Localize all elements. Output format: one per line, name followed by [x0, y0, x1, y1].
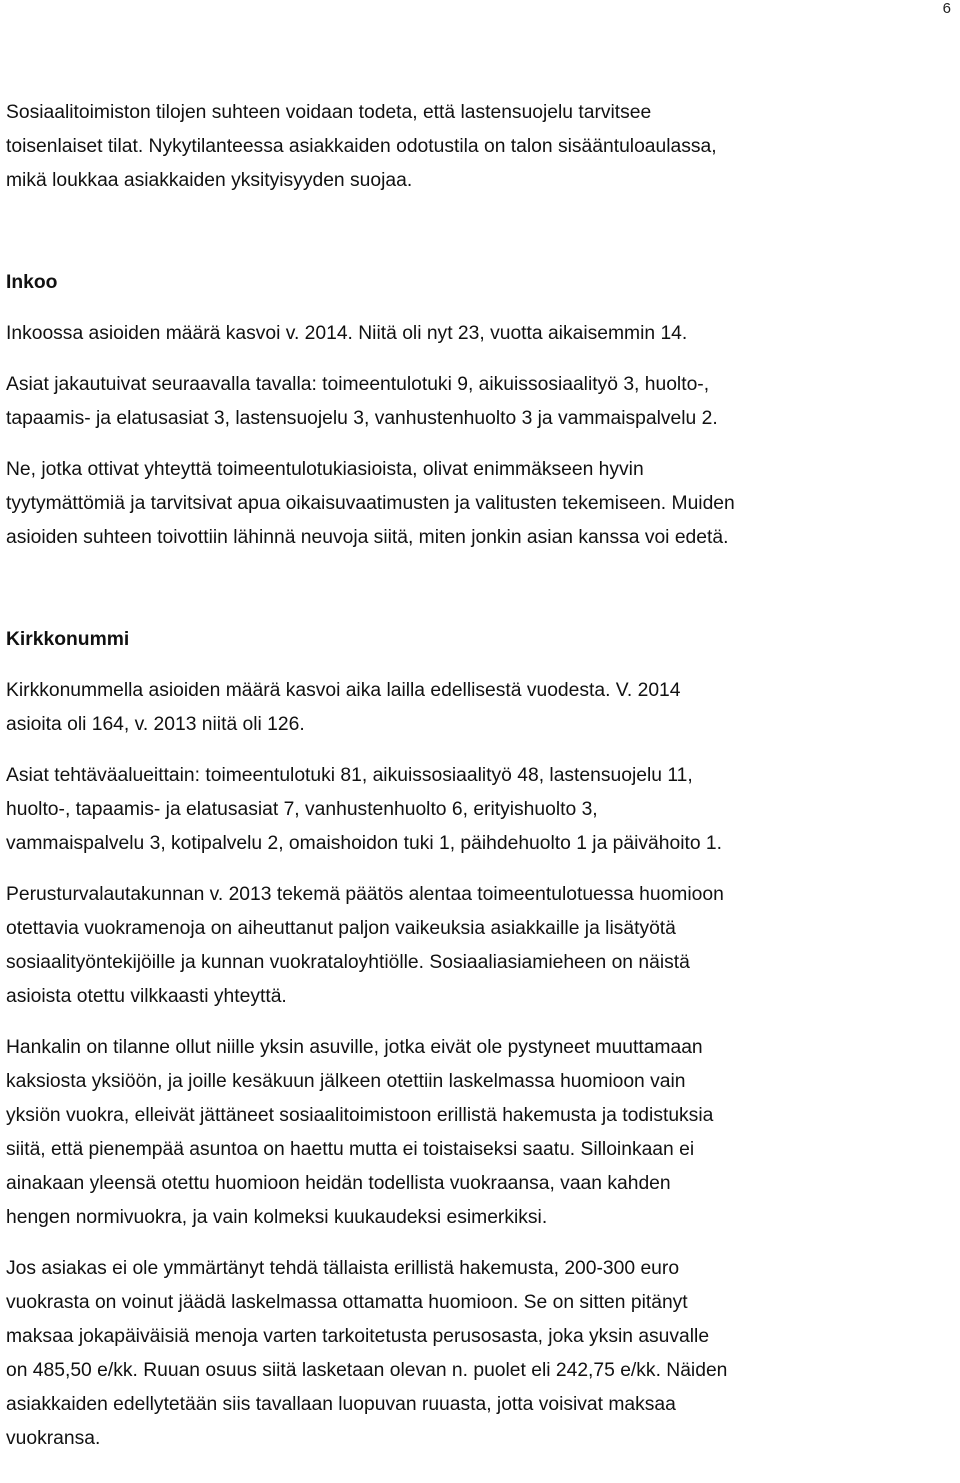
paragraph-kirkkonummi-breakdown: Asiat tehtäväalueittain: toimeentulotuki 81, aikuissosiaalityö 48, lastensuojelu 11, huolto-, tapaamis- ja elatusasiat 7, vanhustenhuolto 6, erityishuolto 3, vammaispalvelu 3, kotipalvelu 2, omaishoidon tuki 1, päihdehuolto 1 ja päivähoito 1.: [6, 765, 722, 854]
spacer: [6, 657, 951, 674]
paragraph-kirkkonummi-count: Kirkkonummella asioiden määrä kasvoi aika lailla edellisestä vuodesta. V. 2014 asioita oli 164, v. 2013 niitä oli 126.: [6, 680, 681, 735]
spacer: [6, 861, 951, 878]
spacer: [6, 1014, 951, 1031]
page-number: 6: [942, 0, 951, 17]
paragraph-intro: Sosiaalitoimiston tilojen suhteen voidaan todeta, että lastensuojelu tarvitsee toisenlaiset tilat. Nykytilanteessa asiakkaiden odotustila on talon sisääntuloaulassa, mikä loukkaa asiakkaiden yksityisyyden suojaa.: [6, 102, 717, 191]
paragraph-inkoo-feedback: Ne, jotka ottivat yhteyttä toimeentulotukiasioista, olivat enimmäkseen hyvin tyytymättömiä ja tarvitsivat apua oikaisuvaatimusten ja valitusten tekemiseen. Muiden asioiden suhteen toivottiin lähinnä neuvoja siitä, miten jonkin asian kanssa voi edetä.: [6, 459, 735, 548]
spacer: [6, 249, 951, 266]
paragraph-kirkkonummi-decision: Perusturvalautakunnan v. 2013 tekemä päätös alentaa toimeentulotuessa huomioon otettavia vuokramenoja on aiheuttanut paljon vaikeuksia asiakkaille ja lisätyötä sosiaalityöntekijöille ja kunnan vuokrataloyhtiölle. Sosiaaliasiamieheen on näistä asioista otettu vilkkaasti yhteyttä.: [6, 884, 724, 1007]
paragraph-inkoo-count: Inkoossa asioiden määrä kasvoi v. 2014. Niitä oli nyt 23, vuotta aikaisemmin 14.: [6, 323, 688, 344]
spacer: [6, 1235, 951, 1252]
paragraph-kirkkonummi-rent: Jos asiakas ei ole ymmärtänyt tehdä tällaista erillistä hakemusta, 200-300 euro vuokrasta on voinut jäädä laskelmassa ottamatta huomioon. Se on sitten pitänyt maksaa jokapäiväisiä menoja varten tarkoitetusta perusosasta, joka yksin asuvalle on 485,50 e/kk. Ruuan osuus siitä lasketaan olevan n. puolet eli 242,75 e/kk. Näiden asiakkaiden edellytetään siis tavallaan luopuvan ruuasta, jotta voisivat maksaa vuokransa.: [6, 1258, 728, 1449]
spacer: [6, 436, 951, 453]
spacer: [6, 606, 951, 623]
spacer: [6, 351, 951, 368]
document-body: [6, 96, 951, 1456]
paragraph-inkoo-breakdown: Asiat jakautuivat seuraavalla tavalla: toimeentulotuki 9, aikuissosiaalityö 3, huolto-, tapaamis- ja elatusasiat 3, lastensuojelu 3, vanhustenhuolto 3 ja vammaispalvelu 2.: [6, 374, 718, 429]
section-heading-kirkkonummi: Kirkkonummi: [6, 629, 130, 650]
spacer: [6, 300, 951, 317]
spacer: [6, 555, 951, 606]
section-heading-inkoo: Inkoo: [6, 272, 58, 293]
spacer: [6, 198, 951, 249]
spacer: [6, 742, 951, 759]
paragraph-kirkkonummi-single-residents: Hankalin on tilanne ollut niille yksin asuville, jotka eivät ole pystyneet muuttamaan kaksiosta yksiöön, ja joille kesäkuun jälkeen otettiin laskelmassa huomioon vain yksiön vuokra, elleivät jättäneet sosiaalitoimistoon erillistä hakemusta ja todistuksia siitä, että pienempää asuntoa on haettu mutta ei toistaiseksi saatu. Silloinkaan ei ainakaan yleensä otettu huomioon heidän todellista vuokraansa, vaan kahden hengen normivuokra, ja vain kolmeksi kuukaudeksi esimerkiksi.: [6, 1037, 714, 1228]
